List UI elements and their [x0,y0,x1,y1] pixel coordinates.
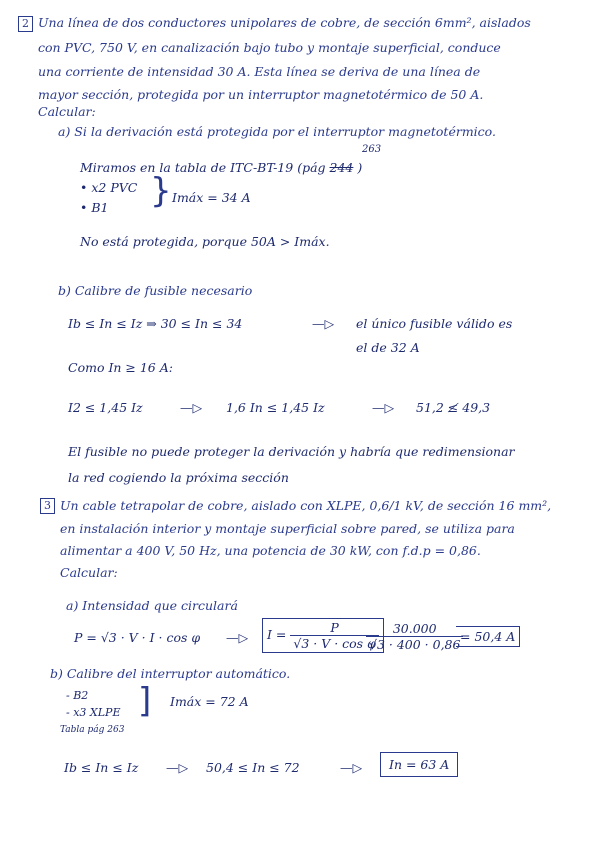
p2-a-conclusion: No está protegida, porque 50A > Imáx. [80,234,330,249]
p3-a-result: = 50,4 A [456,626,520,647]
p3-a-den-value: √3 · 400 · 0,86 [369,637,461,652]
p3-a-fraction-values [366,621,463,652]
p3-b-arrow-2: —▷ [340,760,363,775]
p2-b-title: b) Calibre de fusible necesario [58,283,253,298]
p3-b-imax: Imáx = 72 A [170,694,249,709]
p2-b-result-2: el de 32 A [356,340,420,355]
p3-a-formula: P = √3 · V · I · cos φ [74,630,201,645]
table-ref-text: Miramos en la tabla de ITC-BT-19 (pág [80,160,326,175]
problem-3-line-1: Un cable tetrapolar de cobre, aislado con XLPE, 0,6/1 kV, de sección 16 mm², [60,498,552,513]
p3-a-numerator: P [290,620,378,636]
p2-b-como: Como In ≥ 16 A: [68,360,173,375]
p3-a-denominator: √3 · V · cos φ [293,636,376,651]
p3-a-num-value: 30.000 [366,621,463,637]
close-paren: ) [357,160,363,175]
problem-2-line-1: Una línea de dos conductores unipolares de cobre, de sección 6mm², aislados [38,15,531,30]
p3-a-fraction-2 [366,621,463,652]
p3-a-lhs: I = [267,627,287,642]
problem-2-line-3: una corriente de intensidad 30 A. Esta línea se deriva de una línea de [38,64,481,79]
p2-b-ineq: Ib ≤ In ≤ Iz ⇒ 30 ≤ In ≤ 34 [68,316,243,331]
problem-2-line-2: con PVC, 750 V, en canalización bajo tubo y montaje superficial, conduce [38,40,501,55]
p2-b-ineq-3: 1,6 In ≤ 1,45 Iz [226,400,325,415]
p2-b-arrow-3: —▷ [372,400,395,415]
p3-b-note: Tabla pág 263 [60,725,125,735]
problem-2-number: 2 [18,16,33,32]
brace-icon: ] [138,681,152,721]
p2-imax: Imáx = 34 A [172,190,251,205]
brace-icon: } [150,171,172,211]
p2-a-table-ref [80,160,362,175]
problem-3-line-2: en instalación interior y montaje superficial sobre pared, se utiliza para [60,521,515,536]
p3-b-cond-2: - x3 XLPE [66,706,121,719]
page-correction: 263 [362,144,382,155]
p3-a-arrow: —▷ [226,630,249,645]
p2-b-concl-2: la red cogiendo la próxima sección [68,470,289,485]
problem-2-line-5: Calcular: [38,104,96,119]
p3-b-title: b) Calibre del interruptor automático. [50,666,291,681]
p3-b-cond-1: - B2 [66,689,89,702]
page-crossed: 244 [329,160,354,175]
p2-b-ineq-4: 51,2 ≰ 49,3 [416,400,491,415]
problem-3-line-4: Calcular: [60,565,118,580]
p2-b-arrow-2: —▷ [180,400,203,415]
p3-b-arrow-1: —▷ [166,760,189,775]
problem-3-line-3: alimentar a 400 V, 50 Hz, una potencia de 30 kW, con f.d.p = 0,86. [60,543,481,558]
p2-cond-1: • x2 PVC [80,180,138,195]
p2-cond-2: • B1 [80,200,109,215]
p3-b-answer: In = 63 A [380,752,458,777]
p3-b-ineq: Ib ≤ In ≤ Iz [64,760,139,775]
problem-2-line-4: mayor sección, protegida por un interruptor magnetotérmico de 50 A. [38,87,484,102]
p2-b-ineq-2: I2 ≤ 1,45 Iz [68,400,143,415]
p3-a-title: a) Intensidad que circulará [66,598,238,613]
p2-b-concl-1: El fusible no puede proteger la derivación y habría que redimensionar [68,444,515,459]
p2-b-arrow-1: —▷ [312,316,335,331]
p2-b-result-1: el único fusible válido es [356,316,513,331]
p2-a-title: a) Si la derivación está protegida por el interruptor magnetotérmico. [58,124,496,139]
p3-b-vals: 50,4 ≤ In ≤ 72 [206,760,300,775]
problem-3-number: 3 [40,498,55,514]
